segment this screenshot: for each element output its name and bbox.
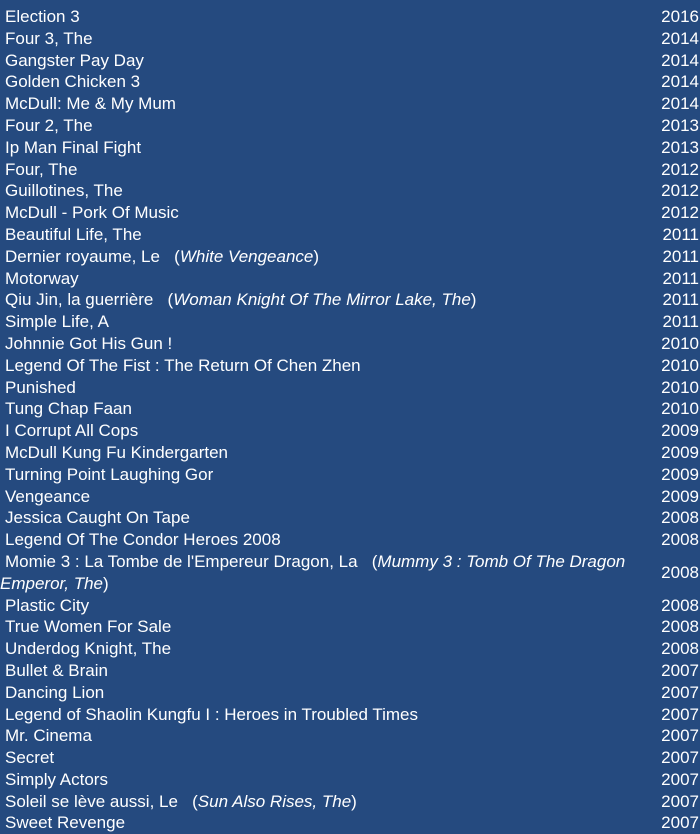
film-year: 2011 [662,246,699,266]
film-year: 2009 [661,464,699,484]
film-title-cell [0,682,649,704]
film-title[interactable]: Qiu Jin, la guerrière [5,290,154,310]
film-title[interactable]: Plastic City [5,595,90,615]
film-year: 2009 [661,421,699,441]
film-title[interactable]: Dernier royaume, Le [5,246,160,266]
film-title-cell [0,551,649,595]
film-row[interactable] [0,159,700,181]
film-title[interactable]: Secret [5,748,55,768]
film-row[interactable] [0,71,700,93]
film-row[interactable] [0,377,700,399]
film-row[interactable] [0,224,700,246]
film-row[interactable] [0,769,700,791]
film-year: 2009 [661,442,699,462]
film-year: 2011 [662,312,699,332]
film-title-cell [0,202,649,224]
film-title[interactable]: Beautiful Life, The [5,224,142,244]
film-row[interactable] [0,115,700,137]
film-row[interactable] [0,202,700,224]
film-title-cell [0,159,649,181]
film-row[interactable] [0,442,700,464]
film-title[interactable]: Mr. Cinema [5,726,92,746]
film-title[interactable]: McDull Kung Fu Kindergarten [5,442,229,462]
film-title-cell [0,355,649,377]
alt-title-open-paren: ( [153,290,174,310]
film-title-cell [0,616,649,638]
film-title[interactable]: Johnnie Got His Gun ! [5,333,173,353]
film-row[interactable] [0,486,700,508]
film-title-cell [0,420,649,442]
film-title-cell [0,311,649,333]
film-year: 2010 [661,377,699,397]
film-title[interactable]: Bullet & Brain [5,660,108,680]
film-title[interactable]: Underdog Knight, The [5,639,172,659]
film-title[interactable]: Momie 3 : La Tombe de l'Empereur Dragon, La [5,551,358,571]
film-title-cell [0,595,649,617]
film-title-cell [0,137,649,159]
film-year: 2011 [662,224,699,244]
film-title-cell [0,28,649,50]
film-title-cell [0,180,649,202]
film-year: 2007 [661,748,699,768]
film-row[interactable] [0,6,700,28]
film-alt-title: White Vengeance [179,246,314,266]
film-row[interactable] [0,311,700,333]
film-row[interactable] [0,398,700,420]
film-title-cell [0,115,649,137]
film-year: 2013 [661,115,699,135]
film-row[interactable] [0,28,700,50]
film-title[interactable]: Legend of Shaolin Kungfu I : Heroes in Troubled Times [5,704,418,724]
film-row[interactable] [0,355,700,377]
film-title-cell [0,442,649,464]
film-row[interactable] [0,420,700,442]
film-year: 2008 [661,508,699,528]
film-title[interactable]: Legend Of The Fist : The Return Of Chen Zhen [5,355,361,375]
film-title[interactable]: Jessica Caught On Tape [5,508,190,528]
film-year: 2012 [661,181,699,201]
film-row[interactable] [0,50,700,72]
film-row[interactable] [0,507,700,529]
film-row[interactable] [0,725,700,747]
film-row[interactable] [0,682,700,704]
film-alt-title: Sun Also Rises, The [197,791,352,811]
film-title-cell [0,398,649,420]
film-title[interactable]: McDull - Pork Of Music [5,203,179,223]
film-title-cell [0,529,649,551]
film-title-cell [0,289,649,311]
film-year: 2011 [662,290,699,310]
film-title-cell [0,486,649,508]
film-title-cell [0,464,649,486]
film-title-cell [0,769,649,791]
film-title[interactable]: Four 2, The [5,115,93,135]
film-row[interactable] [0,551,700,595]
film-title[interactable]: Vengeance [5,486,91,506]
film-title[interactable]: Tung Chap Faan [5,399,132,419]
alt-title-open-paren: ( [177,791,198,811]
film-title[interactable]: Soleil se lève aussi, Le [5,791,178,811]
film-row[interactable] [0,464,700,486]
film-row[interactable] [0,791,700,813]
film-title[interactable]: Simple Life, A [5,312,109,332]
film-title-cell [0,704,649,726]
film-row[interactable] [0,638,700,660]
film-title-cell [0,333,649,355]
film-year: 2014 [661,28,699,48]
film-year: 2012 [661,203,699,223]
film-title-cell [0,377,649,399]
film-title-cell [0,6,649,28]
film-alt-title: Mummy 3 : Tomb Of The Dragon Emperor, The [0,551,626,593]
film-row[interactable] [0,660,700,682]
film-title-cell [0,71,649,93]
film-row[interactable] [0,704,700,726]
alt-title-close-paren: ) [103,573,109,593]
alt-title-close-paren: ) [470,290,477,310]
film-title[interactable]: Gangster Pay Day [5,50,144,70]
film-title-cell [0,268,649,290]
film-title[interactable]: McDull: Me & My Mum [5,94,176,114]
film-title-cell [0,725,649,747]
film-row[interactable] [0,137,700,159]
filmography-list [0,6,700,834]
film-year: 2013 [661,137,699,157]
film-title[interactable]: Guillotines, The [5,181,123,201]
film-title[interactable]: Dancing Lion [5,682,105,702]
alt-title-close-paren: ) [351,791,357,811]
film-year: 2008 [661,595,699,615]
film-year: 2009 [661,486,699,506]
film-title[interactable]: Punished [5,377,76,397]
film-row[interactable] [0,595,700,617]
film-year: 2008 [661,639,699,659]
film-title-cell [0,812,649,834]
film-year: 2014 [661,94,699,114]
film-title[interactable]: Sweet Revenge [5,813,126,833]
film-title[interactable]: Motorway [5,268,79,288]
film-year: 2010 [661,355,699,375]
film-title[interactable]: Ip Man Final Fight [5,137,142,157]
film-title[interactable]: Four, The [5,159,78,179]
film-year: 2010 [661,333,699,353]
film-row[interactable] [0,268,700,290]
alt-title-close-paren: ) [313,246,320,266]
film-year: 2008 [661,562,699,582]
film-year: 2007 [661,704,699,724]
film-title[interactable]: Four 3, The [5,28,93,48]
film-title[interactable]: Simply Actors [5,769,108,789]
film-row[interactable] [0,180,700,202]
film-title[interactable]: I Corrupt All Cops [5,421,139,441]
film-alt-title: Woman Knight Of The Mirror Lake, The [173,290,471,310]
film-row[interactable] [0,529,700,551]
film-title-cell [0,224,649,246]
film-title[interactable]: True Women For Sale [5,617,172,637]
film-row[interactable] [0,747,700,769]
film-row[interactable] [0,812,700,834]
film-year: 2011 [662,268,699,288]
film-title-cell [0,747,649,769]
film-year: 2010 [661,399,699,419]
film-title-cell [0,93,649,115]
film-title-cell [0,50,649,72]
alt-title-open-paren: ( [159,246,180,266]
film-year: 2008 [661,617,699,637]
film-row[interactable] [0,246,700,268]
film-title-cell [0,660,649,682]
film-year: 2008 [661,530,699,550]
film-year: 2007 [661,660,699,680]
film-year: 2007 [661,682,699,702]
film-title-cell [0,791,649,813]
film-year: 2012 [661,159,699,179]
film-title[interactable]: Golden Chicken 3 [5,72,141,92]
film-year: 2007 [661,791,699,811]
film-year: 2014 [661,72,699,92]
film-year: 2014 [661,50,699,70]
film-year: 2007 [661,813,699,833]
film-title-cell [0,638,649,660]
film-row[interactable] [0,93,700,115]
film-title[interactable]: Legend Of The Condor Heroes 2008 [5,530,281,550]
film-year: 2007 [661,769,699,789]
film-row[interactable] [0,289,700,311]
film-title[interactable]: Election 3 [5,7,80,26]
film-title-cell [0,246,649,268]
alt-title-open-paren: ( [357,551,378,571]
film-title-cell [0,507,649,529]
film-row[interactable] [0,333,700,355]
film-row[interactable] [0,616,700,638]
film-year: 2016 [661,7,699,26]
film-title[interactable]: Turning Point Laughing Gor [5,464,214,484]
film-year: 2007 [661,726,699,746]
